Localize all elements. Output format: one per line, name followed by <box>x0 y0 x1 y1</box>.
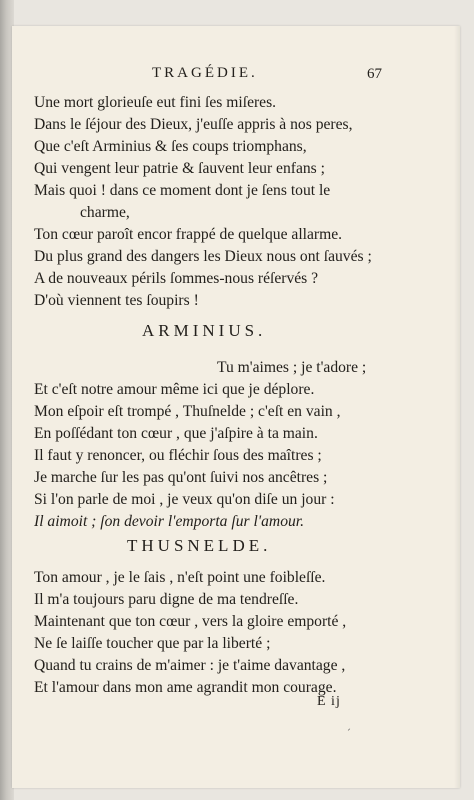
page-edge-shadow <box>454 26 460 788</box>
verse-line: Mon eſpoir eſt trompé , Thuſnelde ; c'eſt en vain , <box>34 403 341 420</box>
page-number: 67 <box>367 66 382 82</box>
verse-line: Une mort glorieuſe eut fini ſes miſeres. <box>34 94 277 111</box>
verse-line-italic: Il aimoit ; ſon devoir l'emporta ſur l'amour. <box>34 513 305 530</box>
verse-line: Maintenant que ton cœur , vers la gloire emporté , <box>34 613 347 630</box>
verse-line: Si l'on parle de moi , je veux qu'on diſe un jour : <box>34 491 335 508</box>
verse-line: Ton cœur paroît encor frappé de quelque allarme. <box>34 226 343 243</box>
speaker-heading: ARMINIUS. <box>142 321 267 340</box>
verse-line: Ton amour , je le ſais , n'eſt point une foibleſſe. <box>34 569 326 586</box>
ink-tick-mark: ˏ <box>346 720 351 731</box>
running-title: TRAGÉDIE. <box>152 65 258 81</box>
verse-line: A de nouveaux périls ſommes-nous réſervés ? <box>34 270 319 287</box>
book-page <box>12 26 460 788</box>
verse-line: Du plus grand des dangers les Dieux nous ont ſauvés ; <box>34 248 372 265</box>
verse-line: Il faut y renoncer, ou fléchir ſous des maîtres ; <box>34 447 322 464</box>
verse-line: Et l'amour dans mon ame agrandit mon courage. <box>34 679 337 696</box>
verse-line-indented: Tu m'aimes ; je t'adore ; <box>217 359 367 376</box>
signature-mark: E ij <box>317 694 341 709</box>
verse-line: En poſſédant ton cœur , que j'aſpire à ta main. <box>34 425 318 442</box>
verse-line: Il m'a toujours paru digne de ma tendreſſe. <box>34 591 299 608</box>
verse-line: Dans le ſéjour des Dieux, j'euſſe appris à nos peres, <box>34 116 353 133</box>
verse-line: D'où viennent tes ſoupirs ! <box>34 292 199 309</box>
verse-line: Qui vengent leur patrie & ſauvent leur enfans ; <box>34 160 325 177</box>
verse-line: Ne ſe laiſſe toucher que par la liberté ; <box>34 635 271 652</box>
speaker-heading: THUSNELDE. <box>127 536 272 555</box>
verse-line: Je marche ſur les pas qu'ont ſuivi nos ancêtres ; <box>34 469 328 486</box>
verse-line-continuation: charme, <box>80 204 130 221</box>
verse-line: Mais quoi ! dans ce moment dont je ſens tout le <box>34 182 331 199</box>
verse-line: Et c'eſt notre amour même ici que je déplore. <box>34 381 315 398</box>
verse-line: Quand tu crains de m'aimer : je t'aime davantage , <box>34 657 346 674</box>
verse-line: Que c'eſt Arminius & ſes coups triomphans, <box>34 138 307 155</box>
